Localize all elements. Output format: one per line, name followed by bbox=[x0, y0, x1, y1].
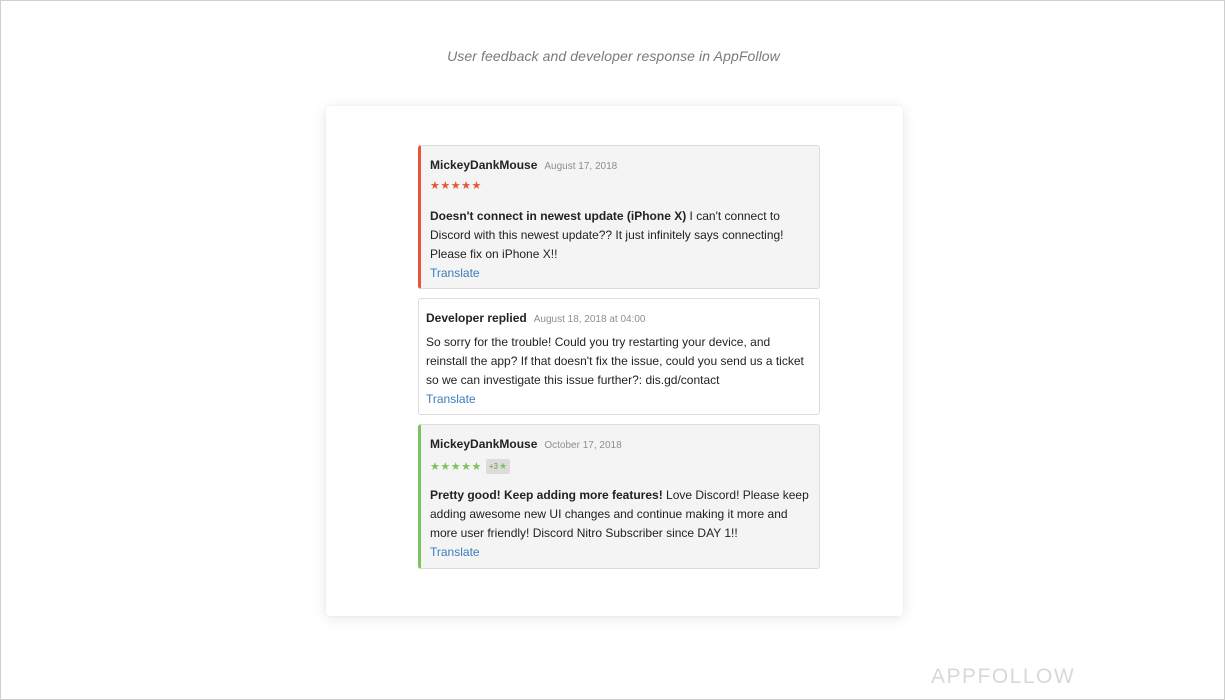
review-header bbox=[430, 437, 622, 451]
review-date: August 17, 2018 bbox=[544, 161, 618, 172]
review-item-2 bbox=[418, 424, 820, 569]
rating-change-badge bbox=[486, 459, 510, 474]
review-text: I can't connect to Discord with this newest update?? It just infinitely says connecting! Please fix on iPhone X!! bbox=[430, 209, 784, 261]
review-title: Doesn't connect in newest update (iPhone X) bbox=[430, 209, 687, 223]
star-icon: ★ bbox=[498, 461, 508, 471]
star-rating bbox=[430, 180, 482, 192]
star-rating-icons: ★★★★★ bbox=[430, 460, 482, 473]
reply-header bbox=[426, 311, 645, 325]
appfollow-logo: APPFOLLOW bbox=[931, 665, 1076, 688]
star-rating-icons: ★★★★★ bbox=[430, 180, 482, 192]
figure-caption: User feedback and developer response in AppFollow bbox=[447, 48, 780, 64]
translate-link[interactable]: Translate bbox=[430, 266, 480, 280]
review-body bbox=[430, 486, 815, 562]
reply-date: August 18, 2018 at 04:00 bbox=[533, 314, 646, 325]
review-body bbox=[430, 207, 815, 283]
review-text: Love Discord! Please keep adding awesome new UI changes and continue making it more and more user friendly! Discord Nitro Subscriber since DAY 1!! bbox=[430, 488, 809, 540]
review-date: October 17, 2018 bbox=[544, 440, 622, 451]
review-card bbox=[326, 106, 903, 616]
reply-text: So sorry for the trouble! Could you try restarting your device, and reinstall the app? If that doesn't fix the issue, could you send us a ticket so we can investigate this issue further?: dis.gd/contact bbox=[426, 335, 804, 387]
rating-change-value: +3 bbox=[488, 462, 498, 471]
review-item-1 bbox=[418, 145, 820, 289]
translate-link[interactable]: Translate bbox=[430, 545, 480, 559]
review-author: MickeyDankMouse bbox=[430, 158, 538, 172]
review-header bbox=[430, 158, 617, 172]
reply-author: Developer replied bbox=[426, 311, 527, 325]
review-title: Pretty good! Keep adding more features! bbox=[430, 488, 663, 502]
developer-reply bbox=[418, 298, 820, 415]
review-author: MickeyDankMouse bbox=[430, 437, 538, 451]
reply-body bbox=[426, 333, 811, 409]
translate-link[interactable]: Translate bbox=[426, 392, 476, 406]
star-rating bbox=[430, 459, 510, 474]
